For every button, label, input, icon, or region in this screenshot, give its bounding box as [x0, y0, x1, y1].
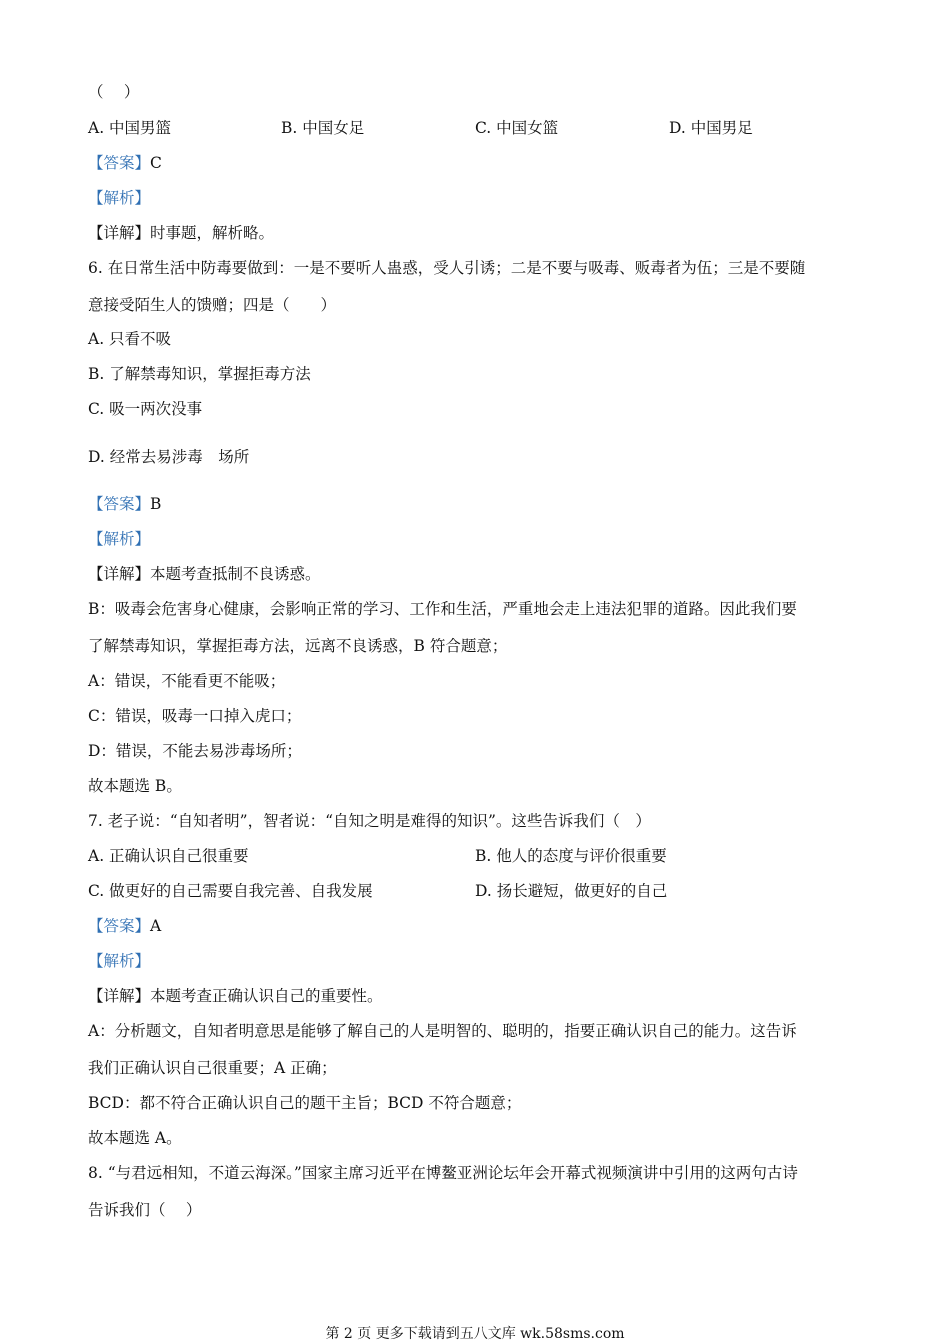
- q7-detail: [88, 984, 383, 1006]
- q7-option-d: D. 扬长避短，做更好的自己: [475, 882, 668, 900]
- answer-value: C: [150, 154, 162, 172]
- q8-stem-line-1: 8. “与君远相知，不道云海深。”国家主席习近平在博鳌亚洲论坛年会开幕式视频演讲中引用的这两句古诗: [88, 1164, 798, 1182]
- q5-analysis-tag: 【解析】: [88, 189, 151, 207]
- q6-option-d: D. 经常去易涉毒 场所: [88, 448, 250, 466]
- answer-tag: 【答案】: [88, 495, 151, 513]
- q5-detail: [88, 221, 274, 243]
- answer-value: A: [150, 917, 162, 935]
- q7-explanation-3: BCD：都不符合正确认识自己的题干主旨；BCD 不符合题意；: [88, 1094, 522, 1112]
- answer-value: B: [150, 495, 162, 513]
- detail-tag: 【详解】: [88, 987, 151, 1005]
- q7-explanation-1: A：分析题文，自知者明意思是能够了解自己的人是明智的、聪明的，指要正确认识自己的能力。这告诉: [88, 1022, 797, 1040]
- q6-analysis-tag: 【解析】: [88, 530, 151, 548]
- q6-explanation-4: C：错误，吸毒一口掉入虎口；: [88, 707, 302, 725]
- q7-option-a: A. 正确认识自己很重要: [88, 847, 249, 865]
- answer-tag: 【答案】: [88, 917, 151, 935]
- detail-text: 本题考查正确认识自己的重要性。: [150, 987, 383, 1005]
- q5-stem-tail: （ ）: [88, 83, 140, 101]
- q6-stem-line-2: 意接受陌生人的馈赠；四是（ ）: [88, 296, 337, 314]
- q6-explanation-3: A：错误，不能看更不能吸；: [88, 672, 286, 690]
- detail-tag: 【详解】: [88, 224, 151, 242]
- q6-option-c: C. 吸一两次没事: [88, 400, 203, 418]
- q6-explanation-1: B：吸毒会危害身心健康，会影响正常的学习、工作和生活，严重地会走上违法犯罪的道路。因此我们要: [88, 600, 797, 618]
- q6-detail: [88, 562, 321, 584]
- q7-analysis-tag: 【解析】: [88, 952, 151, 970]
- detail-text: 本题考查抵制不良诱惑。: [150, 565, 321, 583]
- q6-explanation-2: 了解禁毒知识，掌握拒毒方法，远离不良诱惑，B 符合题意；: [88, 637, 508, 655]
- q7-explanation-2: 我们正确认识自己很重要；A 正确；: [88, 1059, 337, 1077]
- q8-stem-line-2: 告诉我们（ ）: [88, 1201, 202, 1219]
- q6-option-b: B. 了解禁毒知识，掌握拒毒方法: [88, 365, 311, 383]
- q5-option-b: B. 中国女足: [281, 119, 365, 137]
- q7-answer: [88, 914, 161, 936]
- detail-tag: 【详解】: [88, 565, 151, 583]
- q5-option-d: D. 中国男足: [669, 119, 753, 137]
- q6-answer: [88, 492, 161, 514]
- q5-answer: [88, 151, 162, 173]
- q5-option-c: C. 中国女篮: [475, 119, 559, 137]
- page-footer: 第 2 页 更多下载请到五八文库 wk.58sms.com: [325, 1326, 625, 1342]
- q6-stem-line-1: 6. 在日常生活中防毒要做到：一是不要听人蛊惑，受人引诱；二是不要与吸毒、贩毒者为伍；三是不要随: [88, 259, 806, 277]
- q7-option-c: C. 做更好的自己需要自我完善、自我发展: [88, 882, 373, 900]
- q7-stem: 7. 老子说：“自知者明”，智者说：“自知之明是难得的知识”。这些告诉我们（ ）: [88, 812, 651, 830]
- q6-option-a: A. 只看不吸: [88, 330, 172, 348]
- q7-option-b: B. 他人的态度与评价很重要: [475, 847, 667, 865]
- detail-text: 时事题，解析略。: [150, 224, 275, 242]
- q6-conclusion: 故本题选 B。: [88, 777, 182, 795]
- q6-explanation-5: D：错误，不能去易涉毒场所；: [88, 742, 302, 760]
- q5-option-a: A. 中国男篮: [88, 119, 172, 137]
- q7-conclusion: 故本题选 A。: [88, 1129, 182, 1147]
- answer-tag: 【答案】: [88, 154, 151, 172]
